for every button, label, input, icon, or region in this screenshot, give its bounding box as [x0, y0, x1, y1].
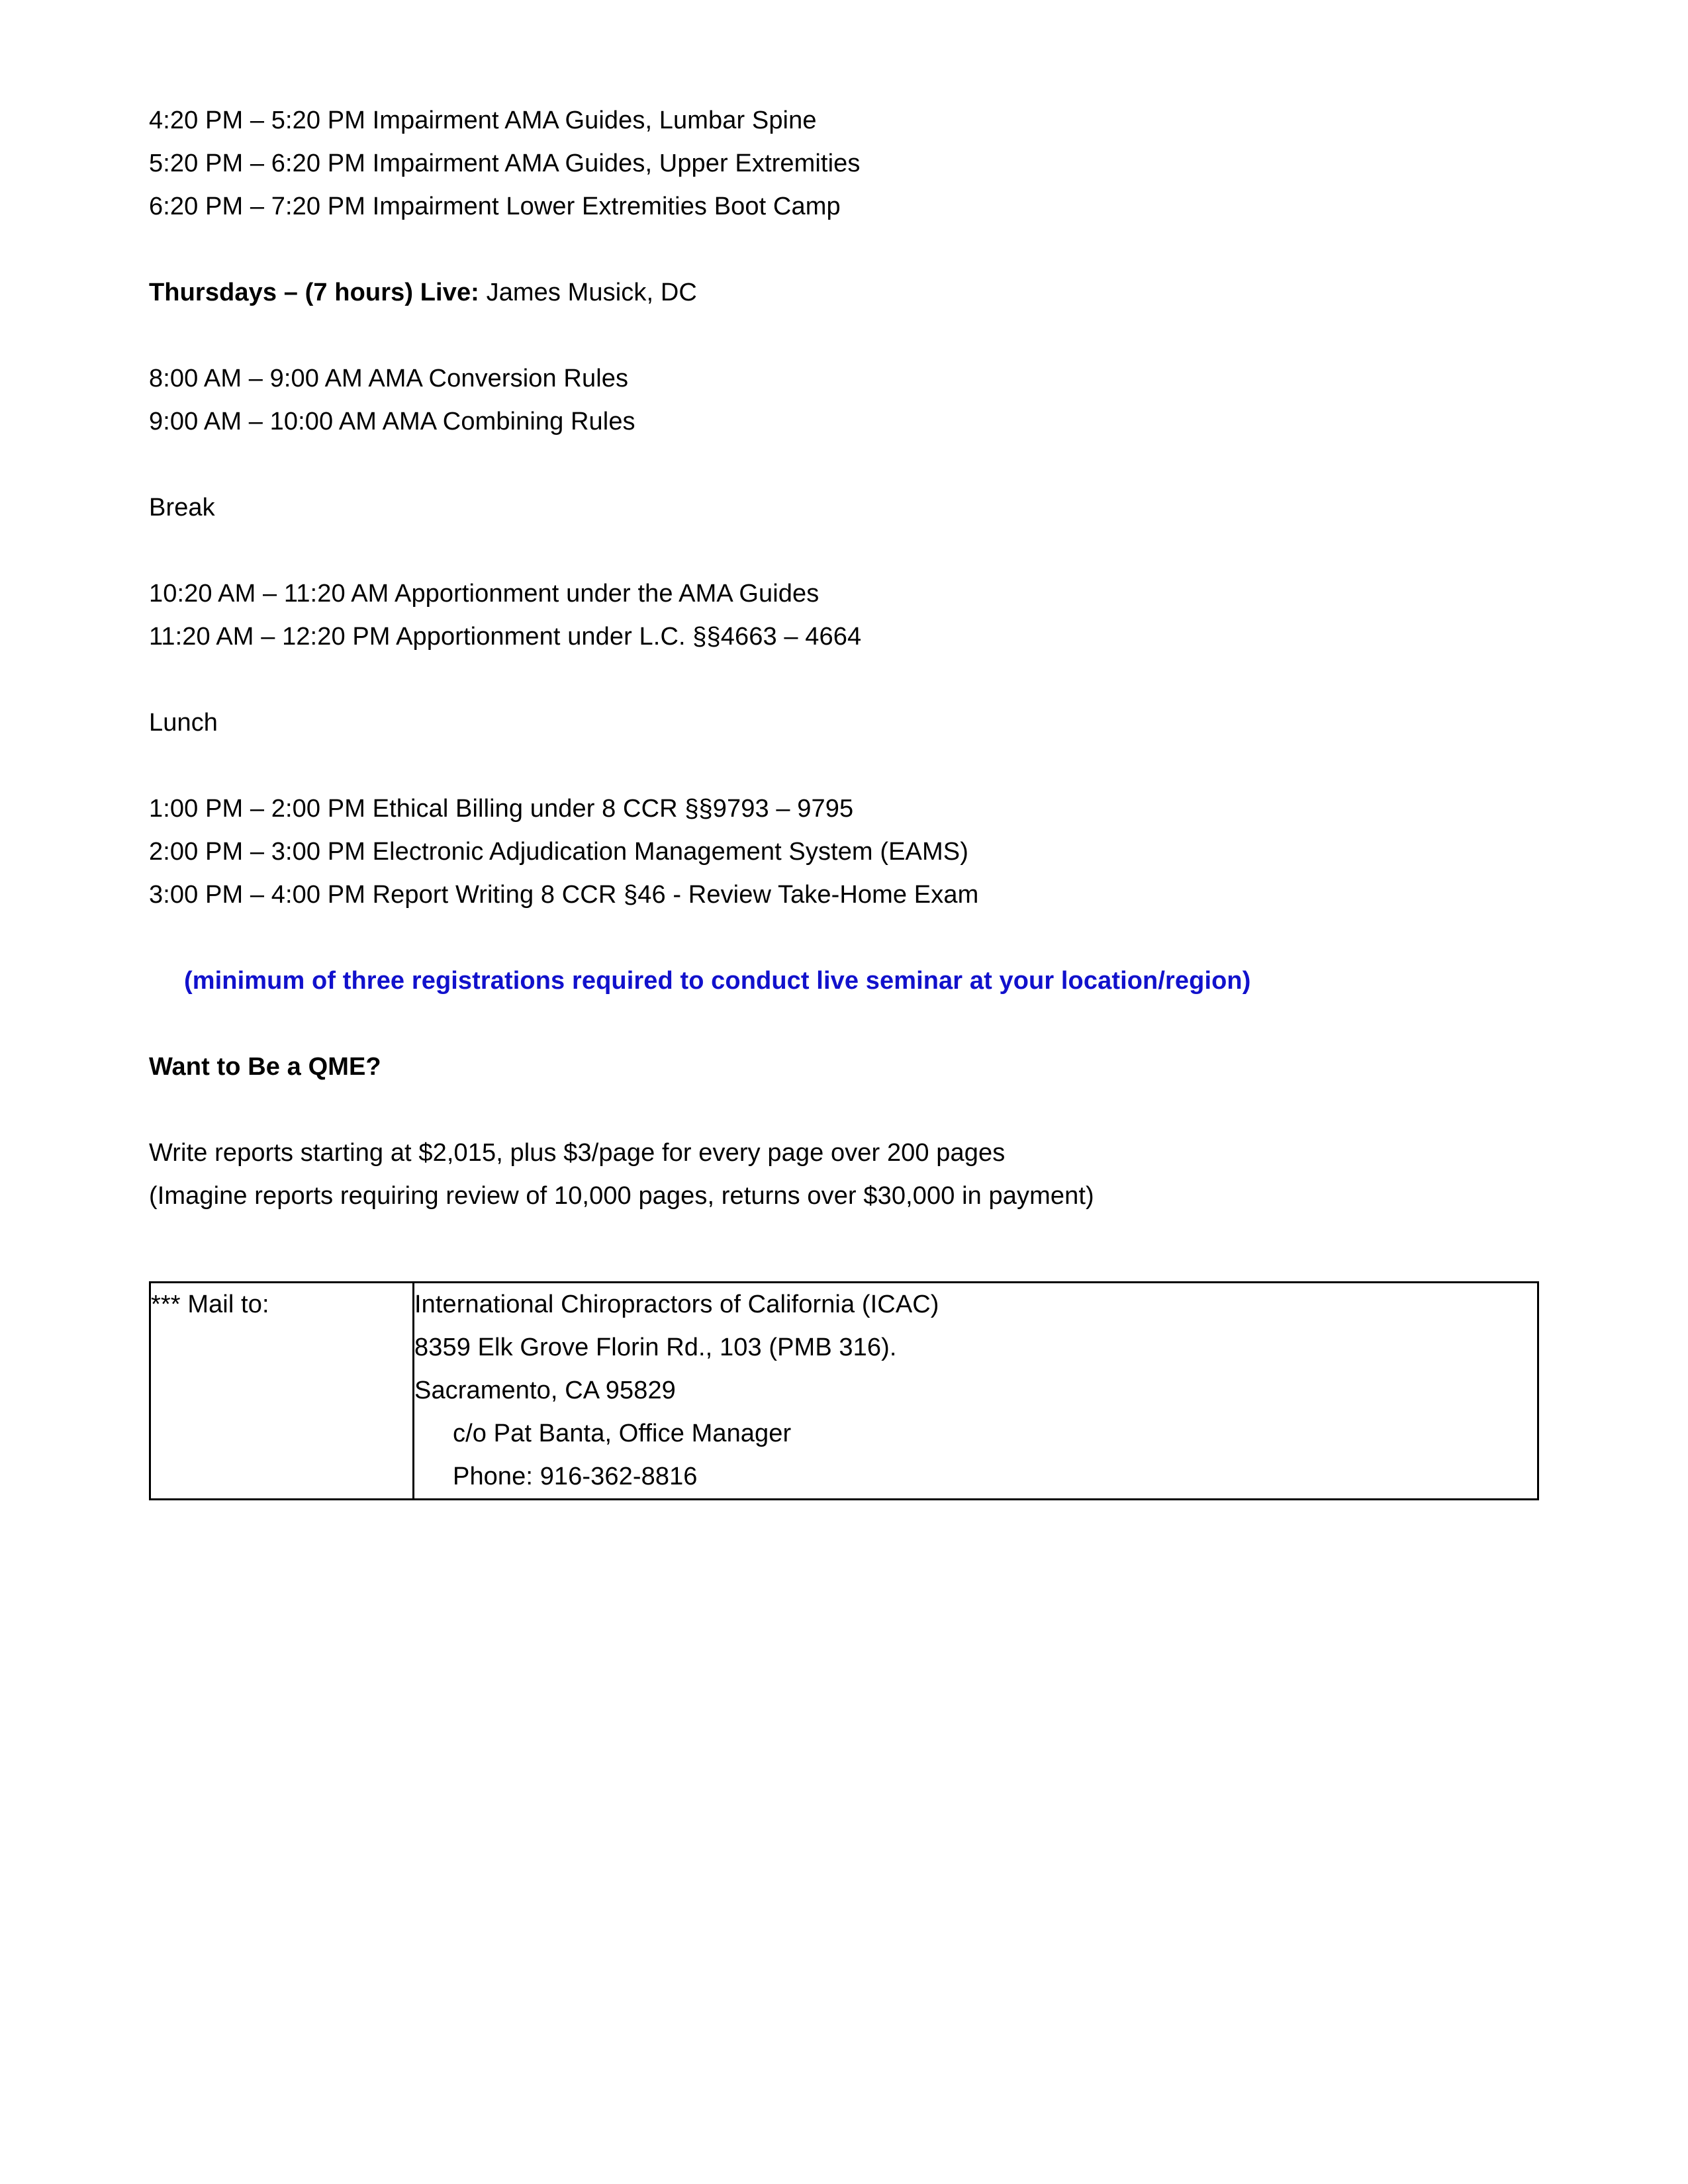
schedule-line: 11:20 AM – 12:20 PM Apportionment under L.C. §§4663 – 4664 [149, 623, 862, 651]
address-line: Sacramento, CA 95829 [414, 1377, 676, 1404]
mail-to-label-cell [150, 1283, 414, 1500]
qme-heading: Want to Be a QME? [149, 1053, 381, 1081]
schedule-line: 2:00 PM – 3:00 PM Electronic Adjudication Management System (EAMS) [149, 838, 968, 866]
schedule-line: 1:00 PM – 2:00 PM Ethical Billing under 8 CCR §§9793 – 9795 [149, 795, 854, 823]
schedule-line: 4:20 PM – 5:20 PM Impairment AMA Guides, Lumbar Spine [149, 107, 817, 134]
paragraph-spacer [149, 1089, 1539, 1132]
paragraph-spacer [149, 314, 1539, 357]
paragraph-spacer [149, 529, 1539, 572]
address-phone-line: Phone: 916-362-8816 [453, 1463, 698, 1490]
document-body [149, 99, 1539, 1500]
address-line: 8359 Elk Grove Florin Rd., 103 (PMB 316). [414, 1334, 897, 1361]
lunch-label: Lunch [149, 709, 218, 737]
table-row [150, 1283, 1538, 1500]
paragraph-spacer [149, 1003, 1539, 1046]
mail-to-label: *** Mail to: [151, 1291, 269, 1318]
schedule-line: 6:20 PM – 7:20 PM Impairment Lower Extremities Boot Camp [149, 193, 841, 220]
qme-pay-line: (Imagine reports requiring review of 10,000 pages, returns over $30,000 in payment) [149, 1182, 1094, 1210]
day-heading-presenter: James Musick, DC [479, 279, 697, 306]
qme-pay-line: Write reports starting at $2,015, plus $3/page for every page over 200 pages [149, 1139, 1006, 1167]
address-line: International Chiropractors of California (ICAC) [414, 1291, 939, 1318]
schedule-line: 3:00 PM – 4:00 PM Report Writing 8 CCR §46 - Review Take-Home Exam [149, 881, 979, 909]
schedule-line: 8:00 AM – 9:00 AM AMA Conversion Rules [149, 365, 629, 392]
minimum-registrations-note: (minimum of three registrations required to conduct live seminar at your location/region) [184, 967, 1251, 995]
break-label: Break [149, 494, 215, 522]
schedule-line: 5:20 PM – 6:20 PM Impairment AMA Guides, Upper Extremities [149, 150, 861, 177]
paragraph-spacer [149, 659, 1539, 702]
paragraph-spacer [149, 745, 1539, 788]
paragraph-spacer [149, 228, 1539, 271]
mail-to-address-cell [414, 1283, 1538, 1500]
day-heading-bold: Thursdays – (7 hours) Live: [149, 279, 479, 306]
paragraph-spacer [149, 443, 1539, 486]
address-contact-line: c/o Pat Banta, Office Manager [453, 1420, 792, 1447]
mail-to-table [149, 1281, 1539, 1500]
mail-to-section [149, 1281, 1539, 1500]
paragraph-spacer [149, 917, 1539, 960]
day-heading [149, 271, 1539, 314]
schedule-line: 9:00 AM – 10:00 AM AMA Combining Rules [149, 408, 635, 435]
schedule-line: 10:20 AM – 11:20 AM Apportionment under the AMA Guides [149, 580, 820, 608]
